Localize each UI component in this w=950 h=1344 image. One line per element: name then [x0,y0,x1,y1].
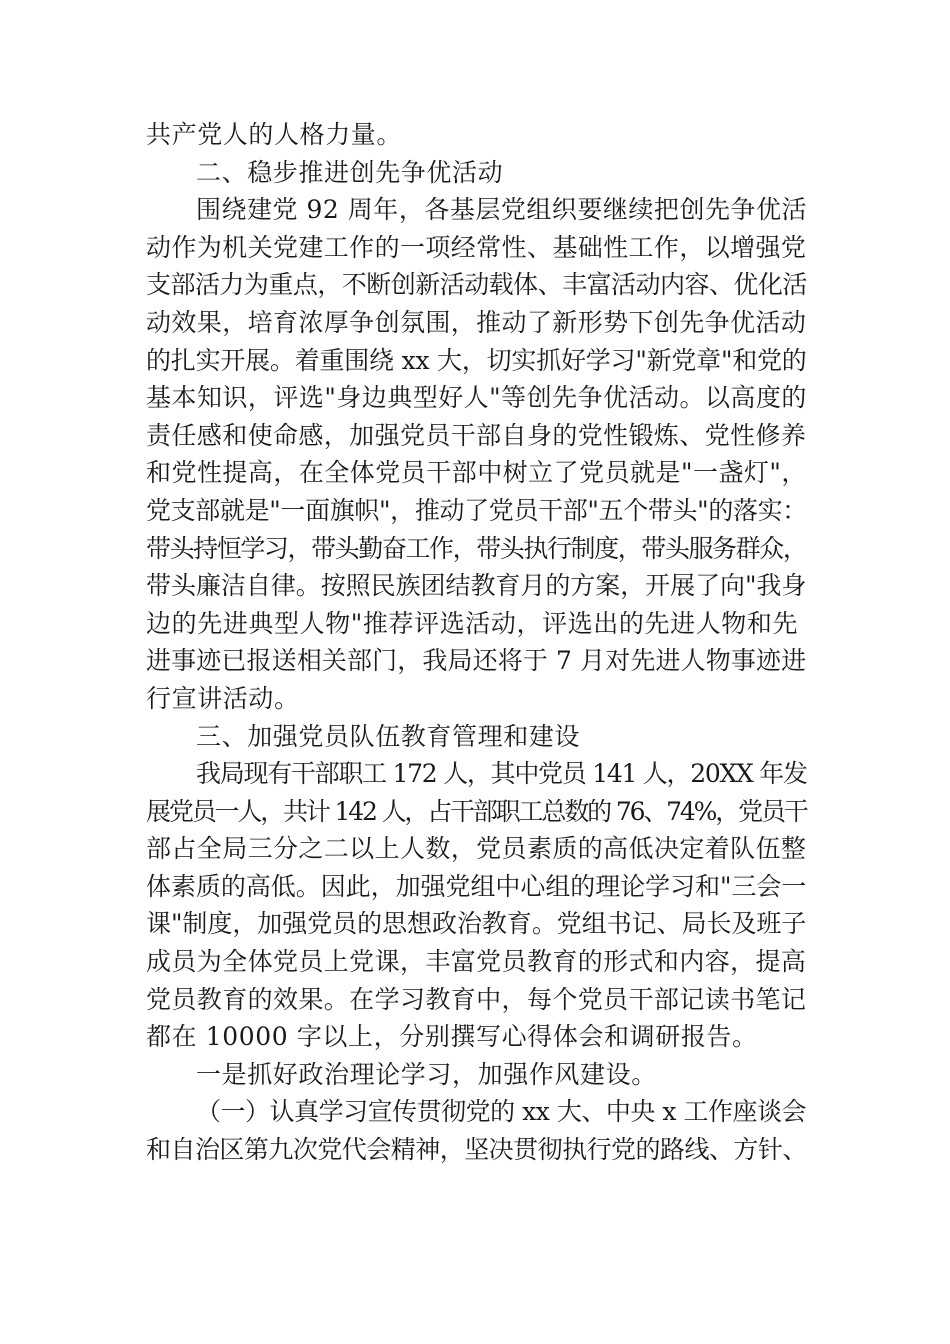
text-line: 展党员一人，共计 142 人，占干部职工总数的 76、74%，党员干 [146,796,807,826]
text-line: 体素质的高低。因此，加强党组中心组的理论学习和"三会一 [146,871,807,901]
text-line: 党员教育的效果。在学习教育中，每个党员干部记读书笔记 [146,984,807,1014]
text-line: 我局现有干部职工 172 人，其中党员 141 人，20XX 年发 [196,759,807,789]
text-line: 的扎实开展。着重围绕 xx 大，切实抓好学习"新党章"和党的 [146,345,807,375]
text-line: 动作为机关党建工作的一项经常性、基础性工作，以增强党 [146,232,807,262]
text-line: （一）认真学习宣传贯彻党的 xx 大、中央 x 工作座谈会 [196,1097,807,1127]
text-line: 课"制度，加强党员的思想政治教育。党组书记、局长及班子 [146,909,807,939]
text-line: 动效果，培育浓厚争创氛围，推动了新形势下创先争优活动 [146,307,807,337]
text-line: 进事迹已报送相关部门，我局还将于 7 月对先进人物事迹进 [146,646,807,676]
text-line: 带头持恒学习，带头勤奋工作，带头执行制度，带头服务群众， [146,533,807,563]
text-line: 带头廉洁自律。按照民族团结教育月的方案，开展了向"我身 [146,571,807,601]
text-line: 三、加强党员队伍教育管理和建设 [196,721,581,751]
text-line: 边的先进典型人物"推荐评选活动，评选出的先进人物和先 [146,608,799,638]
text-line: 党支部就是"一面旗帜"，推动了党员干部"五个带头"的落实： [146,495,807,525]
text-line: 和自治区第九次党代会精神，坚决贯彻执行党的路线、方针、 [146,1135,807,1165]
text-line: 二、稳步推进创先争优活动 [196,157,504,187]
text-line: 共产党人的人格力量。 [146,120,403,149]
text-line: 成员为全体党员上党课，丰富党员教育的形式和内容，提高 [146,947,807,977]
text-line: 行宣讲活动。 [146,683,300,713]
text-line: 都在 10000 字以上，分别撰写心得体会和调研报告。 [146,1022,758,1052]
text-line: 一是抓好政治理论学习，加强作风建设。 [196,1059,657,1089]
text-line: 支部活力为重点，不断创新活动载体、丰富活动内容、优化活 [146,270,807,300]
document-body [146,116,808,1169]
text-line: 和党性提高，在全体党员干部中树立了党员就是"一盏灯"， [146,458,807,488]
text-line: 基本知识，评选"身边典型好人"等创先争优活动。以高度的 [146,383,807,413]
text-line: 部占全局三分之二以上人数，党员素质的高低决定着队伍整 [146,834,807,864]
text-line: 责任感和使命感，加强党员干部自身的党性锻炼、党性修养 [146,420,807,450]
text-line: 围绕建党 92 周年，各基层党组织要继续把创先争优活 [196,195,808,225]
